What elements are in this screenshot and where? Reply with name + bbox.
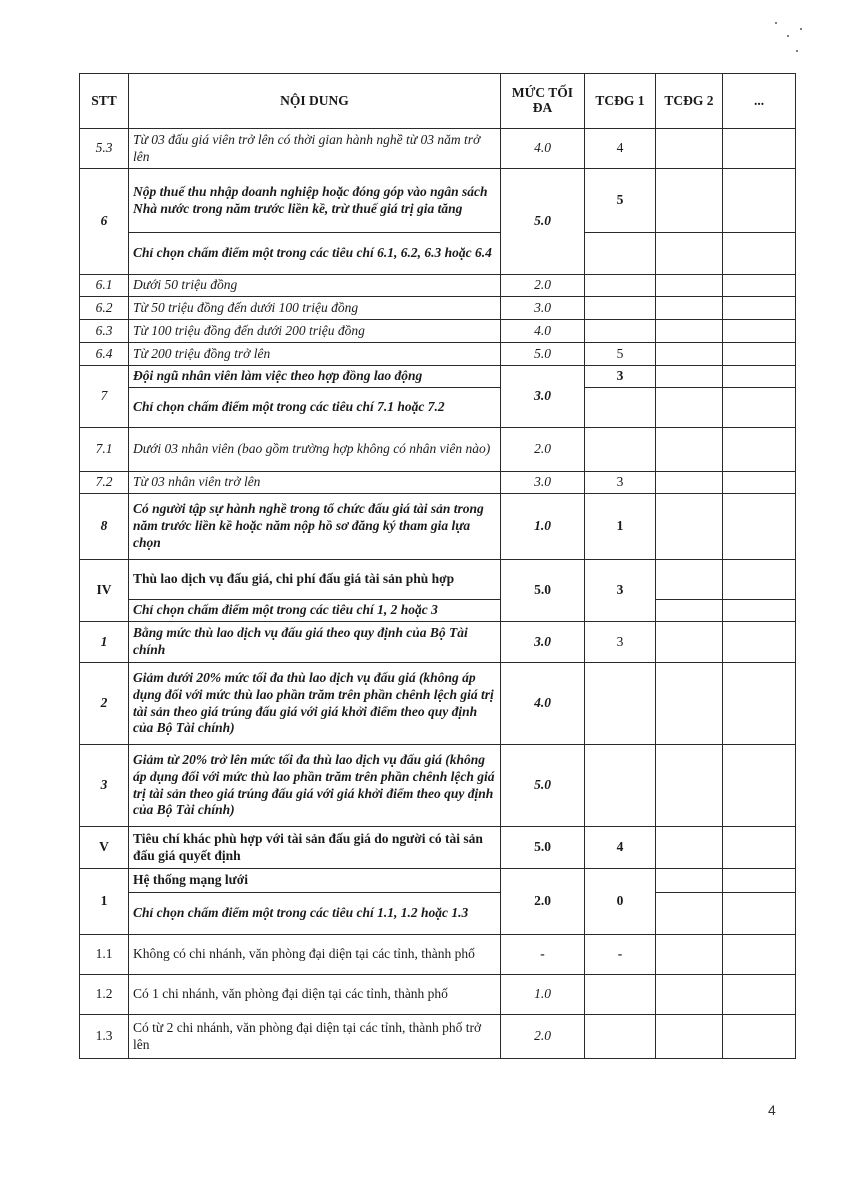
row-tcdg1: 5 xyxy=(585,343,656,366)
header-muc-toi-da: MỨC TỐI ĐA xyxy=(501,74,585,129)
row-stt: 7.1 xyxy=(80,428,129,472)
header-tcdg1: TCĐG 1 xyxy=(585,74,656,129)
row-content: Dưới 03 nhân viên (bao gồm trường hợp không có nhân viên nào) xyxy=(129,428,501,472)
row-content: Từ 50 triệu đồng đến dưới 100 triệu đồng xyxy=(129,297,501,320)
row-tcdg2 xyxy=(656,388,723,428)
row-tcdg1 xyxy=(585,320,656,343)
row-content: Nộp thuế thu nhập doanh nghiệp hoặc đóng góp vào ngân sách Nhà nước trong năm trước liền kề, trừ thuế giá trị gia tăng xyxy=(129,169,501,233)
row-more xyxy=(723,343,796,366)
row-tcdg2 xyxy=(656,428,723,472)
row-stt: 6.3 xyxy=(80,320,129,343)
row-stt: 2 xyxy=(80,663,129,745)
row-tcdg1 xyxy=(585,663,656,745)
row-more xyxy=(723,560,796,600)
header-stt: STT xyxy=(80,74,129,129)
row-max-score: 3.0 xyxy=(501,366,585,428)
row-tcdg1: 4 xyxy=(585,827,656,869)
table-row xyxy=(80,169,796,233)
header-more: ... xyxy=(723,74,796,129)
table-row-note xyxy=(80,388,796,428)
row-stt: 1.2 xyxy=(80,975,129,1015)
table-row xyxy=(80,275,796,297)
row-tcdg2 xyxy=(656,600,723,622)
row-max-score: 1.0 xyxy=(501,975,585,1015)
row-tcdg2 xyxy=(656,869,723,893)
row-note: Chỉ chọn chấm điểm một trong các tiêu chí 7.1 hoặc 7.2 xyxy=(129,388,501,428)
row-max-score: 3.0 xyxy=(501,472,585,494)
row-tcdg2 xyxy=(656,366,723,388)
row-content: Từ 200 triệu đồng trở lên xyxy=(129,343,501,366)
row-stt: 6.4 xyxy=(80,343,129,366)
row-stt: 6 xyxy=(80,169,129,275)
row-content: Từ 03 nhân viên trở lên xyxy=(129,472,501,494)
row-max-score: 2.0 xyxy=(501,428,585,472)
scan-speck xyxy=(800,28,802,30)
row-content: Đội ngũ nhân viên làm việc theo hợp đồng lao động xyxy=(129,366,501,388)
row-stt: 6.1 xyxy=(80,275,129,297)
row-content: Từ 03 đấu giá viên trở lên có thời gian hành nghề từ 03 năm trở lên xyxy=(129,129,501,169)
row-tcdg1: 4 xyxy=(585,129,656,169)
row-tcdg1 xyxy=(585,975,656,1015)
row-tcdg1 xyxy=(585,297,656,320)
row-stt: 5.3 xyxy=(80,129,129,169)
row-content: Giảm từ 20% trở lên mức tối đa thù lao dịch vụ đấu giá (không áp dụng đối với mức thù lao phần trăm trên phần chênh lệch giá trị tài sản theo giá trúng đấu giá với giá khởi điểm theo quy định của Bộ Tài chính) xyxy=(129,745,501,827)
row-max-score: 3.0 xyxy=(501,622,585,663)
row-more xyxy=(723,297,796,320)
scan-speck xyxy=(775,22,777,24)
row-stt: 7 xyxy=(80,366,129,428)
row-note: Chỉ chọn chấm điểm một trong các tiêu chí 1.1, 1.2 hoặc 1.3 xyxy=(129,893,501,935)
row-stt: 7.2 xyxy=(80,472,129,494)
row-tcdg2 xyxy=(656,494,723,560)
row-more xyxy=(723,388,796,428)
row-tcdg2 xyxy=(656,935,723,975)
table-row xyxy=(80,129,796,169)
row-note: Chỉ chọn chấm điểm một trong các tiêu chí 1, 2 hoặc 3 xyxy=(129,600,501,622)
row-tcdg2 xyxy=(656,472,723,494)
row-tcdg2 xyxy=(656,1015,723,1059)
row-content: Có từ 2 chi nhánh, văn phòng đại diện tại các tỉnh, thành phố trở lên xyxy=(129,1015,501,1059)
scan-speck xyxy=(787,35,789,37)
row-note: Chỉ chọn chấm điểm một trong các tiêu chí 6.1, 6.2, 6.3 hoặc 6.4 xyxy=(129,233,501,275)
row-stt: 3 xyxy=(80,745,129,827)
table-row-note xyxy=(80,893,796,935)
row-content: Không có chi nhánh, văn phòng đại diện tại các tỉnh, thành phố xyxy=(129,935,501,975)
row-max-score: 4.0 xyxy=(501,663,585,745)
row-max-score: 2.0 xyxy=(501,1015,585,1059)
row-max-score: 5.0 xyxy=(501,560,585,622)
row-tcdg2 xyxy=(656,169,723,233)
row-more xyxy=(723,129,796,169)
row-tcdg1: 5 xyxy=(585,169,656,233)
row-tcdg1: 3 xyxy=(585,366,656,388)
row-content: Bằng mức thù lao dịch vụ đấu giá theo quy định của Bộ Tài chính xyxy=(129,622,501,663)
row-tcdg1 xyxy=(585,388,656,428)
row-more xyxy=(723,320,796,343)
row-tcdg1: - xyxy=(585,935,656,975)
row-tcdg1: 0 xyxy=(585,869,656,935)
row-content: Hệ thống mạng lưới xyxy=(129,869,501,893)
row-tcdg2 xyxy=(656,343,723,366)
table-row xyxy=(80,560,796,600)
row-max-score: 4.0 xyxy=(501,320,585,343)
row-tcdg2 xyxy=(656,297,723,320)
row-max-score: 4.0 xyxy=(501,129,585,169)
row-tcdg2 xyxy=(656,129,723,169)
row-tcdg1: 1 xyxy=(585,494,656,560)
row-max-score: 2.0 xyxy=(501,275,585,297)
row-more xyxy=(723,600,796,622)
row-max-score: 5.0 xyxy=(501,745,585,827)
row-max-score: 1.0 xyxy=(501,494,585,560)
table-row xyxy=(80,494,796,560)
criteria-table xyxy=(79,73,796,1059)
scan-speck xyxy=(796,50,798,52)
row-more xyxy=(723,275,796,297)
row-stt: V xyxy=(80,827,129,869)
table-row xyxy=(80,366,796,388)
row-tcdg2 xyxy=(656,745,723,827)
row-max-score: 3.0 xyxy=(501,297,585,320)
row-max-score: 2.0 xyxy=(501,869,585,935)
table-row xyxy=(80,622,796,663)
row-tcdg2 xyxy=(656,233,723,275)
table-row xyxy=(80,428,796,472)
table-row xyxy=(80,1015,796,1059)
table-row xyxy=(80,935,796,975)
row-more xyxy=(723,428,796,472)
row-max-score: 5.0 xyxy=(501,827,585,869)
table-row-note xyxy=(80,233,796,275)
row-tcdg2 xyxy=(656,893,723,935)
row-more xyxy=(723,975,796,1015)
row-tcdg2 xyxy=(656,622,723,663)
row-more xyxy=(723,472,796,494)
row-tcdg2 xyxy=(656,663,723,745)
row-more xyxy=(723,935,796,975)
table-row xyxy=(80,297,796,320)
row-max-score: - xyxy=(501,935,585,975)
table-row xyxy=(80,975,796,1015)
row-tcdg1 xyxy=(585,428,656,472)
row-tcdg1 xyxy=(585,745,656,827)
row-more xyxy=(723,169,796,233)
header-tcdg2: TCĐG 2 xyxy=(656,74,723,129)
table-row xyxy=(80,745,796,827)
row-tcdg1: 3 xyxy=(585,622,656,663)
table-row xyxy=(80,827,796,869)
row-tcdg2 xyxy=(656,320,723,343)
table-row xyxy=(80,343,796,366)
row-more xyxy=(723,233,796,275)
row-tcdg1 xyxy=(585,233,656,275)
table-row-note xyxy=(80,600,796,622)
row-stt: 1.1 xyxy=(80,935,129,975)
row-more xyxy=(723,494,796,560)
row-more xyxy=(723,893,796,935)
row-content: Thù lao dịch vụ đấu giá, chi phí đấu giá tài sản phù hợp xyxy=(129,560,501,600)
row-more xyxy=(723,745,796,827)
header-noi-dung: NỘI DUNG xyxy=(129,74,501,129)
row-tcdg2 xyxy=(656,975,723,1015)
row-more xyxy=(723,366,796,388)
row-tcdg1 xyxy=(585,1015,656,1059)
row-content: Từ 100 triệu đồng đến dưới 200 triệu đồng xyxy=(129,320,501,343)
table-row xyxy=(80,472,796,494)
table-row xyxy=(80,869,796,893)
row-content: Tiêu chí khác phù hợp với tài sản đấu giá do người có tài sản đấu giá quyết định xyxy=(129,827,501,869)
row-tcdg1: 3 xyxy=(585,472,656,494)
row-tcdg1: 3 xyxy=(585,560,656,622)
header-row xyxy=(80,74,796,129)
row-tcdg2 xyxy=(656,827,723,869)
row-stt: 6.2 xyxy=(80,297,129,320)
row-tcdg2 xyxy=(656,560,723,600)
row-content: Giảm dưới 20% mức tối đa thù lao dịch vụ đấu giá (không áp dụng đối với mức thù lao phần trăm trên phần chênh lệch giá trị tài sản theo giá trúng đấu giá với giá khởi điểm theo quy định của Bộ Tài chính) xyxy=(129,663,501,745)
row-more xyxy=(723,663,796,745)
row-stt: 1 xyxy=(80,869,129,935)
row-tcdg2 xyxy=(656,275,723,297)
row-stt: 1 xyxy=(80,622,129,663)
row-more xyxy=(723,869,796,893)
row-stt: IV xyxy=(80,560,129,622)
page-number: 4 xyxy=(768,1102,776,1118)
row-more xyxy=(723,622,796,663)
row-stt: 1.3 xyxy=(80,1015,129,1059)
row-content: Có người tập sự hành nghề trong tổ chức đấu giá tài sản trong năm trước liền kề hoặc năm nộp hồ sơ đăng ký tham gia lựa chọn xyxy=(129,494,501,560)
row-max-score: 5.0 xyxy=(501,169,585,275)
row-max-score: 5.0 xyxy=(501,343,585,366)
row-tcdg1 xyxy=(585,275,656,297)
row-stt: 8 xyxy=(80,494,129,560)
row-more xyxy=(723,827,796,869)
row-more xyxy=(723,1015,796,1059)
row-content: Có 1 chi nhánh, văn phòng đại diện tại các tỉnh, thành phố xyxy=(129,975,501,1015)
row-content: Dưới 50 triệu đồng xyxy=(129,275,501,297)
table-row xyxy=(80,320,796,343)
table-row xyxy=(80,663,796,745)
